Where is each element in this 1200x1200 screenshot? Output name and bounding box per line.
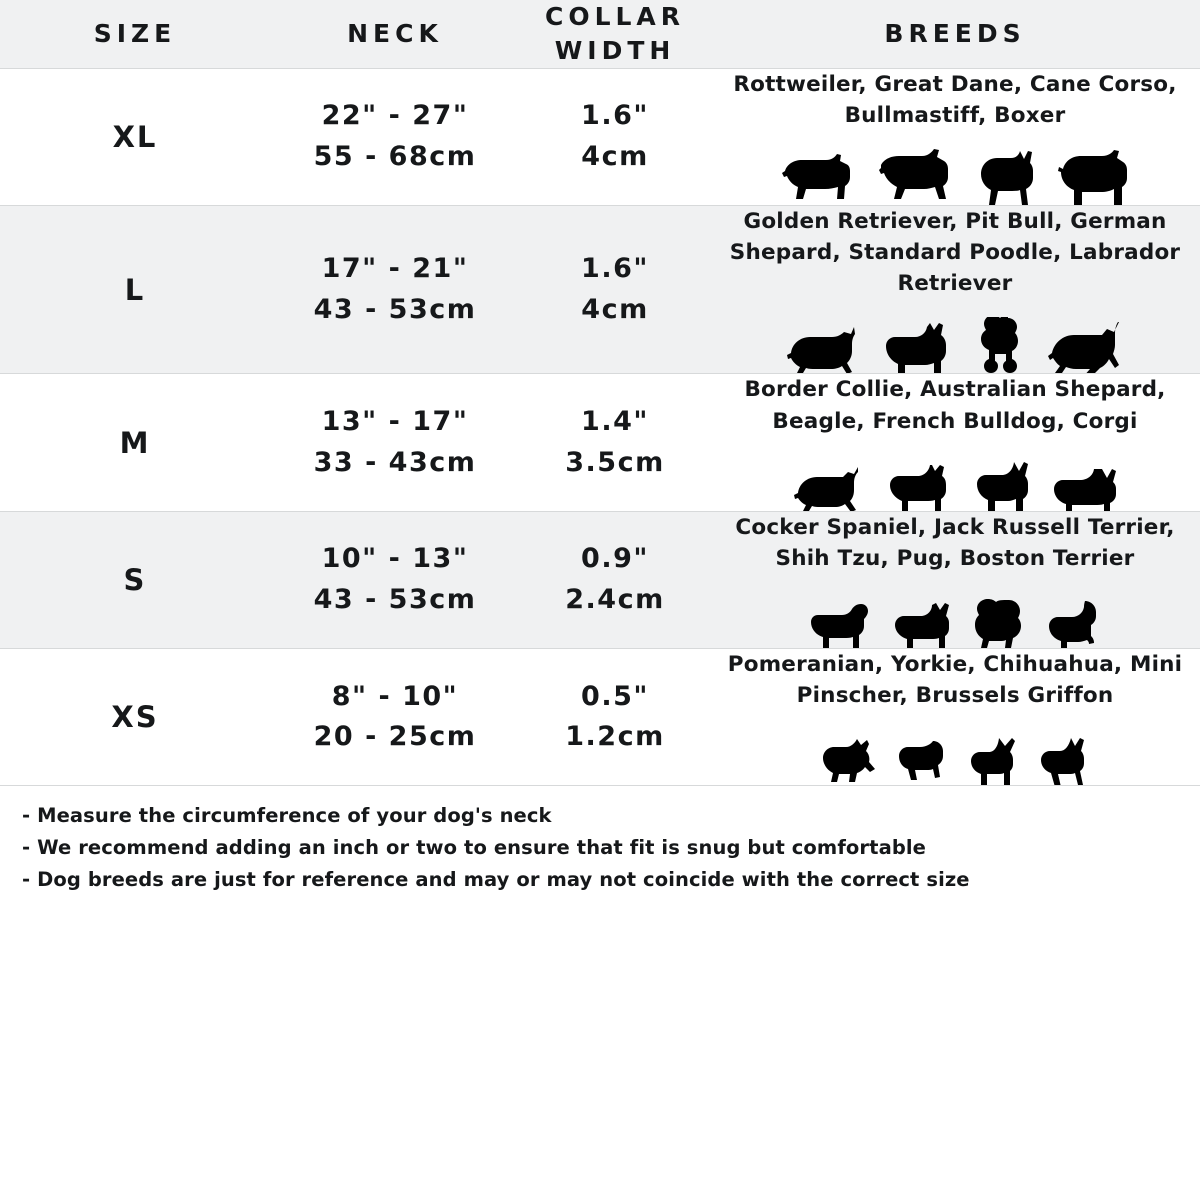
breeds-label: Pomeranian, Yorkie, Chihuahua, Mini Pinscher, Brussels Griffon: [727, 652, 1183, 709]
neck-inches: 13" - 17": [321, 406, 469, 438]
width-inches: 1.4": [581, 406, 649, 438]
header-label-neck: NECK: [347, 18, 443, 48]
note-item: - Dog breeds are just for reference and may or may not coincide with the correct size: [22, 867, 970, 891]
size-label: M: [119, 425, 151, 460]
table-row: [0, 68, 1200, 205]
width-cm: 4cm: [581, 293, 649, 325]
note-item: - We recommend adding an inch or two to ensure that fit is snug but comfortable: [22, 835, 926, 859]
cocker-spaniel-icon: [805, 602, 875, 648]
table-row: [0, 205, 1200, 374]
neck-inches: 22" - 27": [321, 100, 469, 132]
cell-collar-width: [520, 68, 710, 205]
pit-bull-icon: [878, 321, 956, 373]
breeds-label: Cocker Spaniel, Jack Russell Terrier, Shih Tzu, Pug, Boston Terrier: [735, 514, 1175, 571]
border-collie-icon: [790, 463, 868, 511]
width-inches: 0.5": [581, 680, 649, 712]
cell-neck: [270, 68, 520, 205]
table-header-row: [0, 0, 1200, 68]
cell-collar-width: [520, 649, 710, 786]
chihuahua-icon: [965, 737, 1021, 785]
cell-breeds: [710, 68, 1200, 205]
cell-neck: [270, 649, 520, 786]
table-row: [0, 649, 1200, 786]
cell-collar-width: [520, 511, 710, 648]
breeds-label: Golden Retriever, Pit Bull, German Shepard, Standard Poodle, Labrador Retriever: [729, 208, 1181, 297]
neck-cm: 20 - 25cm: [313, 721, 477, 753]
table-row: [0, 511, 1200, 648]
breed-silhouettes: [710, 139, 1200, 205]
cell-size: [0, 511, 270, 648]
cell-collar-width: [520, 374, 710, 511]
header-label-collar-width-line2: WIDTH: [554, 35, 676, 65]
breed-silhouettes: [710, 445, 1200, 511]
cell-collar-width: [520, 205, 710, 374]
width-cm: 4cm: [581, 140, 649, 172]
corgi-icon: [1048, 467, 1120, 511]
cane-corso-icon: [975, 149, 1041, 205]
cell-breeds: [710, 511, 1200, 648]
breeds-label: Rottweiler, Great Dane, Cane Corso, Bullmastiff, Boxer: [733, 71, 1177, 128]
width-cm: 1.2cm: [565, 721, 665, 753]
french-bulldog-icon: [970, 461, 1034, 511]
cell-size: [0, 205, 270, 374]
cell-breeds: [710, 649, 1200, 786]
cell-size: [0, 68, 270, 205]
neck-inches: 17" - 21": [321, 253, 469, 285]
width-inches: 1.6": [581, 100, 649, 132]
cell-neck: [270, 205, 520, 374]
header-cell-breeds: [710, 0, 1200, 68]
cell-size: [0, 649, 270, 786]
neck-cm: 43 - 53cm: [313, 293, 477, 325]
beagle-icon: [882, 463, 956, 511]
neck-cm: 55 - 68cm: [313, 140, 477, 172]
shih-tzu-icon: [969, 598, 1029, 648]
header-label-collar-width-line1: COLLAR: [544, 2, 686, 31]
great-dane-icon: [877, 149, 961, 205]
notes-section: [0, 786, 1200, 1200]
header-cell-neck: [270, 0, 520, 68]
neck-inches: 8" - 10": [331, 680, 459, 712]
breeds-label: Border Collie, Australian Shepard, Beagle, French Bulldog, Corgi: [744, 377, 1166, 434]
mini-pinscher-icon: [1035, 737, 1093, 785]
cell-neck: [270, 374, 520, 511]
golden-retriever-icon: [784, 321, 864, 373]
width-inches: 0.9": [581, 543, 649, 575]
pomeranian-icon: [817, 737, 879, 785]
header-cell-collar-width: [520, 0, 710, 68]
yorkie-icon: [893, 739, 951, 785]
width-cm: 2.4cm: [565, 583, 665, 615]
bullmastiff-icon: [1055, 149, 1131, 205]
german-shepherd-icon: [1046, 319, 1126, 373]
width-cm: 3.5cm: [565, 446, 665, 478]
breed-silhouettes: [710, 307, 1200, 373]
size-label: S: [123, 562, 147, 597]
header-cell-size: [0, 0, 270, 68]
size-label: XL: [112, 119, 158, 154]
cell-breeds: [710, 205, 1200, 374]
rottweiler-icon: [779, 149, 863, 205]
pug-icon: [1043, 600, 1105, 648]
neck-cm: 43 - 53cm: [313, 583, 477, 615]
breed-silhouettes: [710, 582, 1200, 648]
cell-size: [0, 374, 270, 511]
neck-inches: 10" - 13": [321, 543, 469, 575]
header-label-breeds: BREEDS: [884, 18, 1026, 48]
size-label: XS: [111, 700, 159, 735]
table-row: [0, 374, 1200, 511]
cell-neck: [270, 511, 520, 648]
cell-breeds: [710, 374, 1200, 511]
note-item: - Measure the circumference of your dog's neck: [22, 804, 552, 828]
poodle-icon: [970, 317, 1032, 373]
jack-russell-icon: [889, 602, 955, 648]
width-inches: 1.6": [581, 253, 649, 285]
breed-silhouettes: [710, 719, 1200, 785]
neck-cm: 33 - 43cm: [313, 446, 477, 478]
size-label: L: [124, 272, 146, 307]
header-label-size: SIZE: [93, 18, 177, 48]
